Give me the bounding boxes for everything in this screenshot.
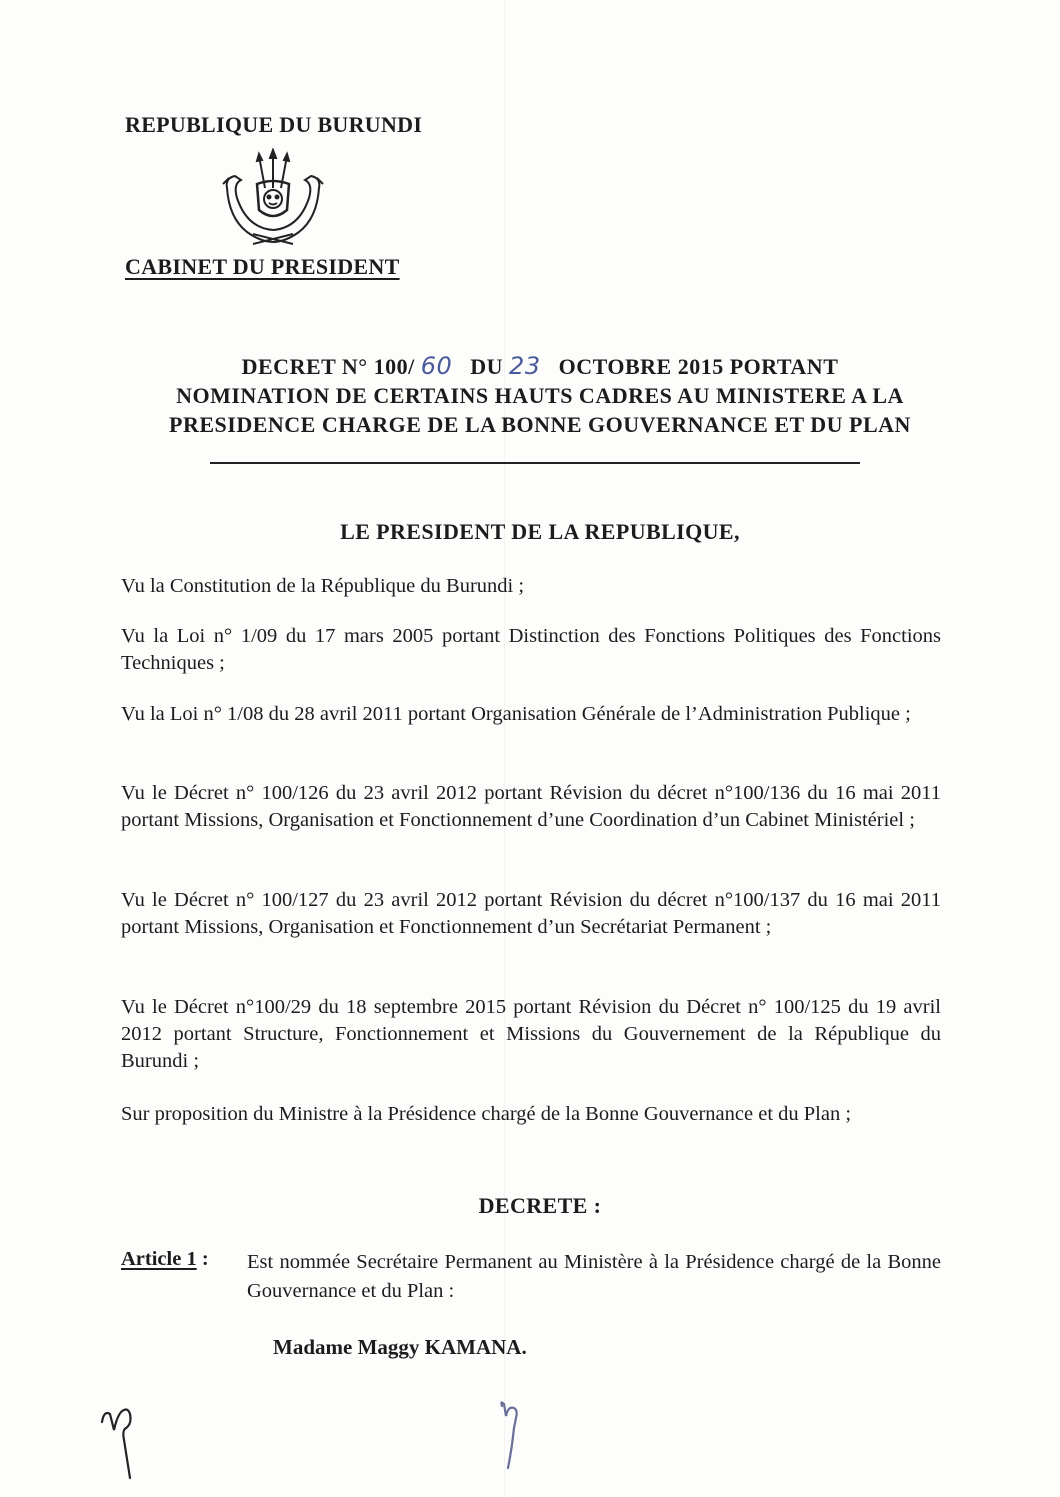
visa-loi-1-09: Vu la Loi n° 1/09 du 17 mars 2005 portant Distinction des Fonctions Politiques des Fonctions Techniques ; <box>121 625 941 674</box>
country-heading: REPUBLIQUE DU BURUNDI <box>125 112 423 137</box>
visa-decret-100-29: Vu le Décret n°100/29 du 18 septembre 2015 portant Révision du Décret n° 100/125 du 19 avril 2012 portant Structure, Fonctionnement et Missions du Gouvernement de la République du Burundi ; <box>121 996 941 1072</box>
decrete-heading: DECRETE : <box>478 1193 602 1218</box>
visa-constitution: Vu la Constitution de la République du Burundi ; <box>121 575 525 597</box>
visa-decret-100-126: Vu le Décret n° 100/126 du 23 avril 2012 portant Révision du décret n°100/136 du 16 mai 2011 portant Missions, Organisation et Fonctionnement d’une Coordination d’un Cabinet Ministériel ; <box>121 782 941 831</box>
visa-decret-100-127: Vu le Décret n° 100/127 du 23 avril 2012 portant Révision du décret n°100/137 du 16 mai 2011 portant Missions, Organisation et Fonctionnement d’un Secrétariat Permanent ; <box>121 889 941 938</box>
handwritten-initial-icon <box>96 1400 156 1480</box>
handwritten-decree-day: 23 <box>509 352 541 380</box>
handwritten-initial-icon <box>488 1398 548 1478</box>
decree-title-line-1 <box>120 352 960 381</box>
cabinet-heading: CABINET DU PRESIDENT <box>125 254 400 279</box>
decree-number-prefix: DECRET N° 100/ <box>241 354 415 379</box>
president-heading: LE PRESIDENT DE LA REPUBLIQUE, <box>340 519 740 544</box>
appointee-name: Madame Maggy KAMANA. <box>273 1335 527 1359</box>
handwritten-decree-number: 60 <box>420 352 453 380</box>
decree-title-line-2: NOMINATION DE CERTAINS HAUTS CADRES AU MINISTERE A LA <box>176 383 904 408</box>
decree-date-suffix: OCTOBRE 2015 PORTANT <box>558 354 839 379</box>
visa-loi-1-08: Vu la Loi n° 1/08 du 28 avril 2011 portant Organisation Générale de l’Administration Publique ; <box>121 703 911 725</box>
decree-du: DU <box>470 354 504 379</box>
visa-proposition: Sur proposition du Ministre à la Présidence chargé de la Bonne Gouvernance et du Plan ; <box>121 1103 852 1125</box>
article-1-text: Est nommée Secrétaire Permanent au Ministère à la Présidence chargé de la Bonne Gouvernance et du Plan : <box>247 1251 941 1302</box>
article-1-colon: : <box>196 1248 209 1270</box>
decree-title-line-3: PRESIDENCE CHARGE DE LA BONNE GOUVERNANCE ET DU PLAN <box>169 412 911 437</box>
article-1-label-text: Article 1 <box>121 1248 197 1270</box>
burundi-coat-of-arms-icon <box>213 148 333 248</box>
decree-title <box>120 352 960 439</box>
article-1-label <box>121 1248 209 1271</box>
title-divider <box>210 462 860 464</box>
